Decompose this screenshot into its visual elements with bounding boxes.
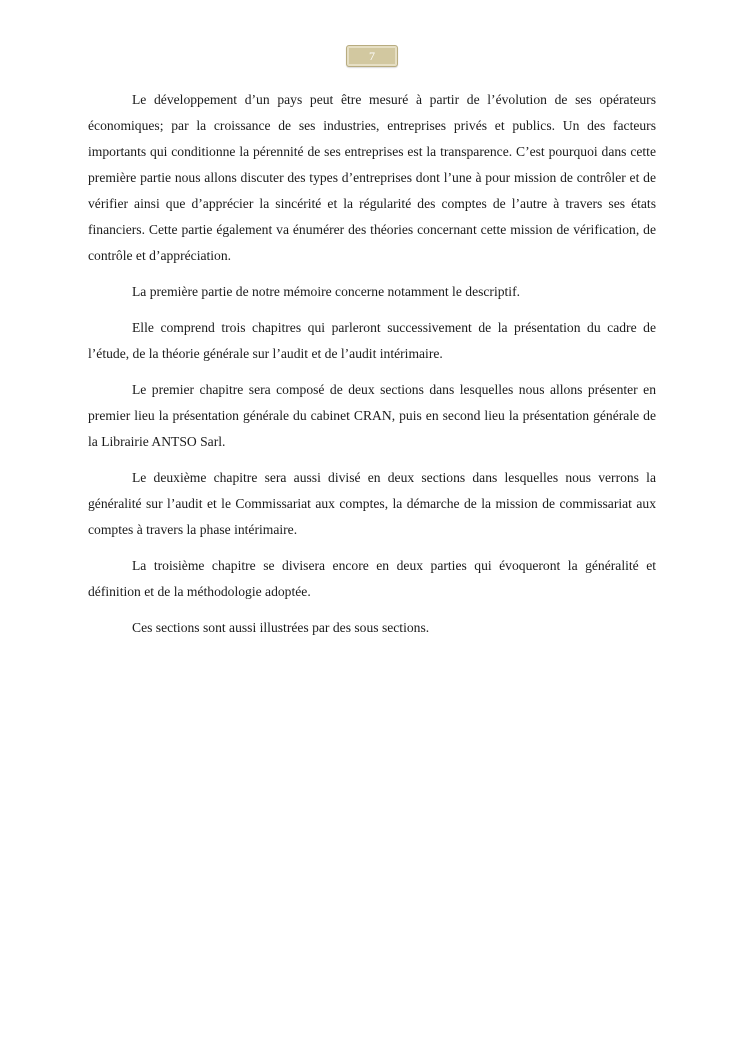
page-number: 7 xyxy=(369,49,375,63)
paragraph-first-part: La première partie de notre mémoire concerne notamment le descriptif. xyxy=(132,284,520,299)
page-number-badge xyxy=(346,45,398,67)
paragraph-chapter-two: Le deuxième chapitre sera aussi divisé en deux sections dans lesquelles nous verrons la généralité sur l’audit et le Commissariat aux comptes, la démarche de la mission de commissariat aux comptes à travers la phase intérimaire. xyxy=(88,470,656,537)
paragraph-introduction: Le développement d’un pays peut être mesuré à partir de l’évolution de ses opérateurs économiques; par la croissance de ses industries, entreprises privés et publics. Un des facteurs importants qui conditionne la pérennité de ses entreprises est la transparence. C’est pourquoi dans cette première partie nous allons discuter des types d’entreprises dont l’une à pour mission de contrôler et de vérifier ainsi que d’apprécier la sincérité et la régularité des comptes de l’autre à travers ses états financiers. Cette partie également va énumérer des théories concernant cette mission de vérification, de contrôle et d’appréciation. xyxy=(88,92,656,263)
paragraph-chapter-three: La troisième chapitre se divisera encore en deux parties qui évoqueront la généralité et définition et de la méthodologie adoptée. xyxy=(88,558,656,599)
paragraph-subsections: Ces sections sont aussi illustrées par des sous sections. xyxy=(132,620,430,635)
paragraph-chapter-one: Le premier chapitre sera composé de deux sections dans lesquelles nous allons présenter en premier lieu la présentation générale du cabinet CRAN, puis en second lieu la présentation générale de la Librairie ANTSO Sarl. xyxy=(88,382,656,449)
document-body xyxy=(88,87,656,651)
paragraph-chapters-overview: Elle comprend trois chapitres qui parleront successivement de la présentation du cadre de l’étude, de la théorie générale sur l’audit et de l’audit intérimaire. xyxy=(88,320,656,361)
